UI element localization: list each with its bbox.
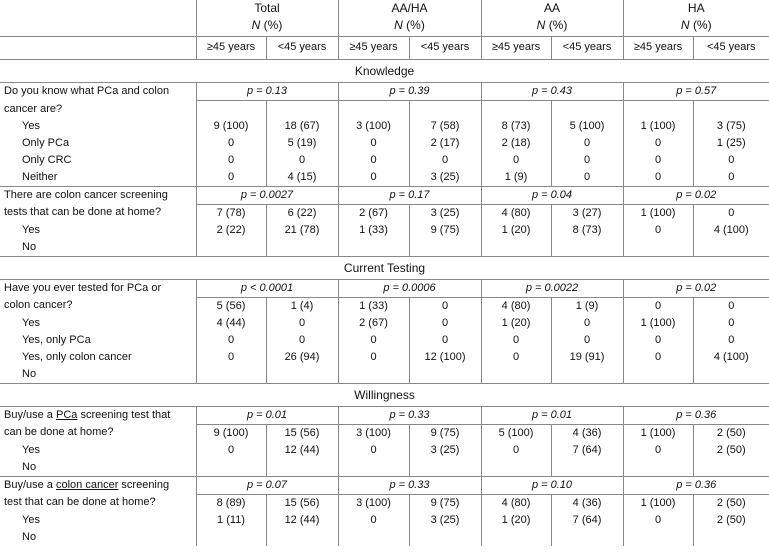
table-cell: 6 (22) [266,204,338,222]
p-value: p = 0.57 [676,85,717,97]
table-cell: 1 (100) [623,315,693,332]
p-value: p = 0.33 [338,476,481,494]
table-row [0,297,769,315]
table-cell: 0 [409,332,481,349]
table-cell: 0 [728,153,735,166]
question-text: There are colon cancer screening [0,186,196,204]
p-value: p = 0.0022 [481,279,623,297]
table-cell: 3 (75) [716,119,746,132]
age-header-cell: ≥45 years [481,37,551,60]
table-cell: 9 (75) [409,424,481,442]
table-cell: 0 [338,332,409,349]
table-cell: 0 [409,315,481,332]
question-row [0,476,769,494]
p-value: p = 0.04 [481,186,623,204]
table-cell: 5 (56) [196,297,266,315]
table-cell: 1 (100) [623,204,693,222]
table-cell: 1 (11) [196,512,266,529]
p-value: p = 0.01 [481,406,623,424]
table-cell: 3 (100) [338,118,409,135]
group-header-aa-ha: AA/HA N (%) [338,0,481,37]
table-cell: 0 [623,152,693,169]
table-cell: 1 (20) [481,512,551,529]
answer-label: Only CRC [0,152,196,169]
p-value: p = 0.17 [338,186,481,204]
table-cell: 9 (100) [196,118,266,135]
section-current-testing: Current Testing [343,260,426,275]
table-cell: 0 [623,169,693,187]
section-row [0,256,769,279]
table-cell: 0 [338,152,409,169]
answer-label: Yes, only PCa [0,332,196,349]
table-cell: 0 [693,297,769,315]
table-cell: 9 (75) [409,494,481,512]
table-cell: 0 [266,315,338,332]
p-value: p = 0.0027 [196,186,338,204]
table-cell: 2 (18) [481,135,551,152]
table-cell: 0 [551,135,623,152]
p-value: p = 0.33 [338,406,481,424]
question-text: tests that can be done at home? [0,204,196,222]
answer-label: Yes [0,512,196,529]
table-cell: 12 (44) [266,512,338,529]
table-cell: 0 [409,297,481,315]
table-row [0,494,769,512]
table-cell: 2 (50) [693,494,769,512]
question-text: colon cancer? [0,297,196,315]
section-row [0,60,769,83]
table-row [0,118,769,135]
table-cell: 19 (91) [551,349,623,366]
table-cell: 0 [196,442,266,459]
table-cell: 0 [338,349,409,366]
question-text: Buy/use a colon cancer screening [0,476,196,494]
answer-label: Neither [0,169,196,187]
table-cell: 0 [409,152,481,169]
p-value: p = 0.0006 [338,279,481,297]
table-cell: 15 (56) [266,494,338,512]
table-cell: 15 (56) [266,424,338,442]
answer-label: Yes [0,315,196,332]
p-value: p = 0.01 [196,406,338,424]
table-row [0,332,769,349]
group-header-aa: AA N (%) [481,0,623,37]
table-cell: 1 (9) [481,169,551,187]
table-cell: 12 (44) [266,442,338,459]
table-row [0,135,769,152]
table-cell: 0 [266,152,338,169]
age-header-cell: <45 years [706,41,756,53]
table-cell: 9 (100) [196,424,266,442]
table-cell: 4 (36) [551,424,623,442]
age-header-cell: ≥45 years [338,37,409,60]
table-cell: 0 [623,135,693,152]
table-cell: 0 [266,332,338,349]
age-header-cell: ≥45 years [623,37,693,60]
table-cell: 3 (100) [338,494,409,512]
table-row [0,529,769,546]
table-cell: 3 (27) [551,204,623,222]
table-cell: 8 (73) [481,118,551,135]
table-cell: 0 [481,152,551,169]
question-text: Do you know what PCa and colon [0,83,196,101]
table-cell: 0 [338,512,409,529]
table-cell: 0 [551,315,623,332]
table-cell: 1 (33) [338,222,409,239]
age-header-row [0,37,769,60]
table-cell: 8 (89) [196,494,266,512]
table-cell: 0 [196,135,266,152]
p-value: p = 0.39 [338,83,481,101]
table-cell: 3 (25) [409,204,481,222]
table-cell: 7 (64) [551,442,623,459]
age-header-cell: ≥45 years [196,37,266,60]
table-cell: 0 [338,135,409,152]
question-row [0,101,769,118]
table-cell: 2 (50) [716,443,746,456]
table-cell: 1 (20) [481,315,551,332]
question-text: cancer are? [0,101,196,118]
table-cell: 1 (100) [623,494,693,512]
table-cell: 1 (20) [481,222,551,239]
table-cell: 0 [728,316,735,329]
table-cell: 8 (73) [551,222,623,239]
table-cell: 4 (80) [481,494,551,512]
table-cell: 0 [196,332,266,349]
table-cell: 4 (44) [196,315,266,332]
table-cell: 0 [196,169,266,187]
table-cell: 1 (25) [716,136,746,149]
table-cell: 7 (58) [409,118,481,135]
table-cell: 7 (78) [196,204,266,222]
table-cell: 0 [623,332,693,349]
p-value: p = 0.36 [676,478,717,491]
table-cell: 3 (25) [409,442,481,459]
table-cell: 1 (9) [551,297,623,315]
group-header-ha: HA N (%) [680,1,712,32]
table-cell: 0 [196,349,266,366]
table-cell: 2 (22) [196,222,266,239]
table-row [0,349,769,366]
table-cell: 2 (50) [716,513,746,526]
section-knowledge: Knowledge [354,64,415,78]
table-row [0,459,769,477]
table-cell: 0 [481,442,551,459]
p-value: p < 0.0001 [196,279,338,297]
question-text: Have you ever tested for PCa or [0,279,196,297]
table-cell: 1 (4) [266,297,338,315]
table-cell: 2 (17) [409,135,481,152]
table-cell: 0 [623,222,693,239]
table-cell: 0 [481,349,551,366]
question-text: test that can be done at home? [0,494,196,512]
table-row [0,222,769,239]
answer-label: No [0,459,196,477]
answer-label: Yes [0,118,196,135]
table-cell: 4 (15) [266,169,338,187]
table-cell: 0 [551,332,623,349]
answer-label: No [0,529,196,546]
answer-label: Only PCa [0,135,196,152]
table-cell: 3 (25) [409,512,481,529]
question-row [0,186,769,204]
table-cell: 2 (50) [693,424,769,442]
table-cell: 5 (100) [481,424,551,442]
table-cell: 21 (78) [266,222,338,239]
p-value: p = 0.02 [676,188,717,201]
table-cell: 0 [481,332,551,349]
section-row [0,383,769,406]
table-row [0,366,769,384]
group-header-row [0,0,769,37]
table-row [0,442,769,459]
table-cell: 1 (100) [623,118,693,135]
age-header-cell: <45 years [266,37,338,60]
table-cell: 0 [693,204,769,222]
table-cell: 4 (36) [551,494,623,512]
answer-label: No [0,366,196,384]
table-cell: 4 (100) [713,223,749,236]
question-text: can be done at home? [0,424,196,442]
age-header-cell: <45 years [409,37,481,60]
table-cell: 9 (75) [409,222,481,239]
table-cell: 0 [551,169,623,187]
table-cell: 0 [728,170,735,183]
question-row [0,83,769,101]
table-cell: 0 [551,152,623,169]
table-cell: 5 (100) [551,118,623,135]
question-row [0,279,769,297]
p-value: p = 0.02 [676,281,717,294]
table-cell: 1 (100) [623,424,693,442]
table-row [0,239,769,257]
p-value: p = 0.43 [481,83,623,101]
table-row [0,204,769,222]
table-cell: 4 (80) [481,204,551,222]
p-value: p = 0.13 [196,83,338,101]
group-header-total: Total N (%) [196,0,338,37]
table-cell: 7 (64) [551,512,623,529]
table-cell: 3 (25) [409,169,481,187]
table-cell: 0 [623,297,693,315]
table-cell: 1 (33) [338,297,409,315]
question-row [0,406,769,424]
answer-label: No [0,239,196,257]
table-cell: 0 [196,152,266,169]
table-cell: 0 [728,333,735,346]
table-cell: 18 (67) [266,118,338,135]
table-row [0,315,769,332]
table-cell: 26 (94) [266,349,338,366]
table-row [0,512,769,529]
section-willingness: Willingness [354,387,415,402]
p-value: p = 0.07 [196,476,338,494]
table-cell: 12 (100) [409,349,481,366]
table-cell: 0 [623,512,693,529]
answer-label: Yes [0,442,196,459]
table-cell: 0 [338,442,409,459]
table-row [0,169,769,187]
table-cell: 3 (100) [338,424,409,442]
table-row [0,152,769,169]
answer-label: Yes [0,222,196,239]
table-cell: 4 (100) [713,350,749,363]
answer-label: Yes, only colon cancer [0,349,196,366]
age-header-cell: <45 years [551,37,623,60]
table-row [0,424,769,442]
table-cell: 5 (19) [266,135,338,152]
p-value: p = 0.36 [676,408,717,421]
table-cell: 0 [338,169,409,187]
table-cell: 2 (67) [338,315,409,332]
table-cell: 4 (80) [481,297,551,315]
table-cell: 2 (67) [338,204,409,222]
p-value: p = 0.10 [481,476,623,494]
table-cell: 0 [623,349,693,366]
question-text: Buy/use a PCa screening test that [0,406,196,424]
table-cell: 0 [623,442,693,459]
